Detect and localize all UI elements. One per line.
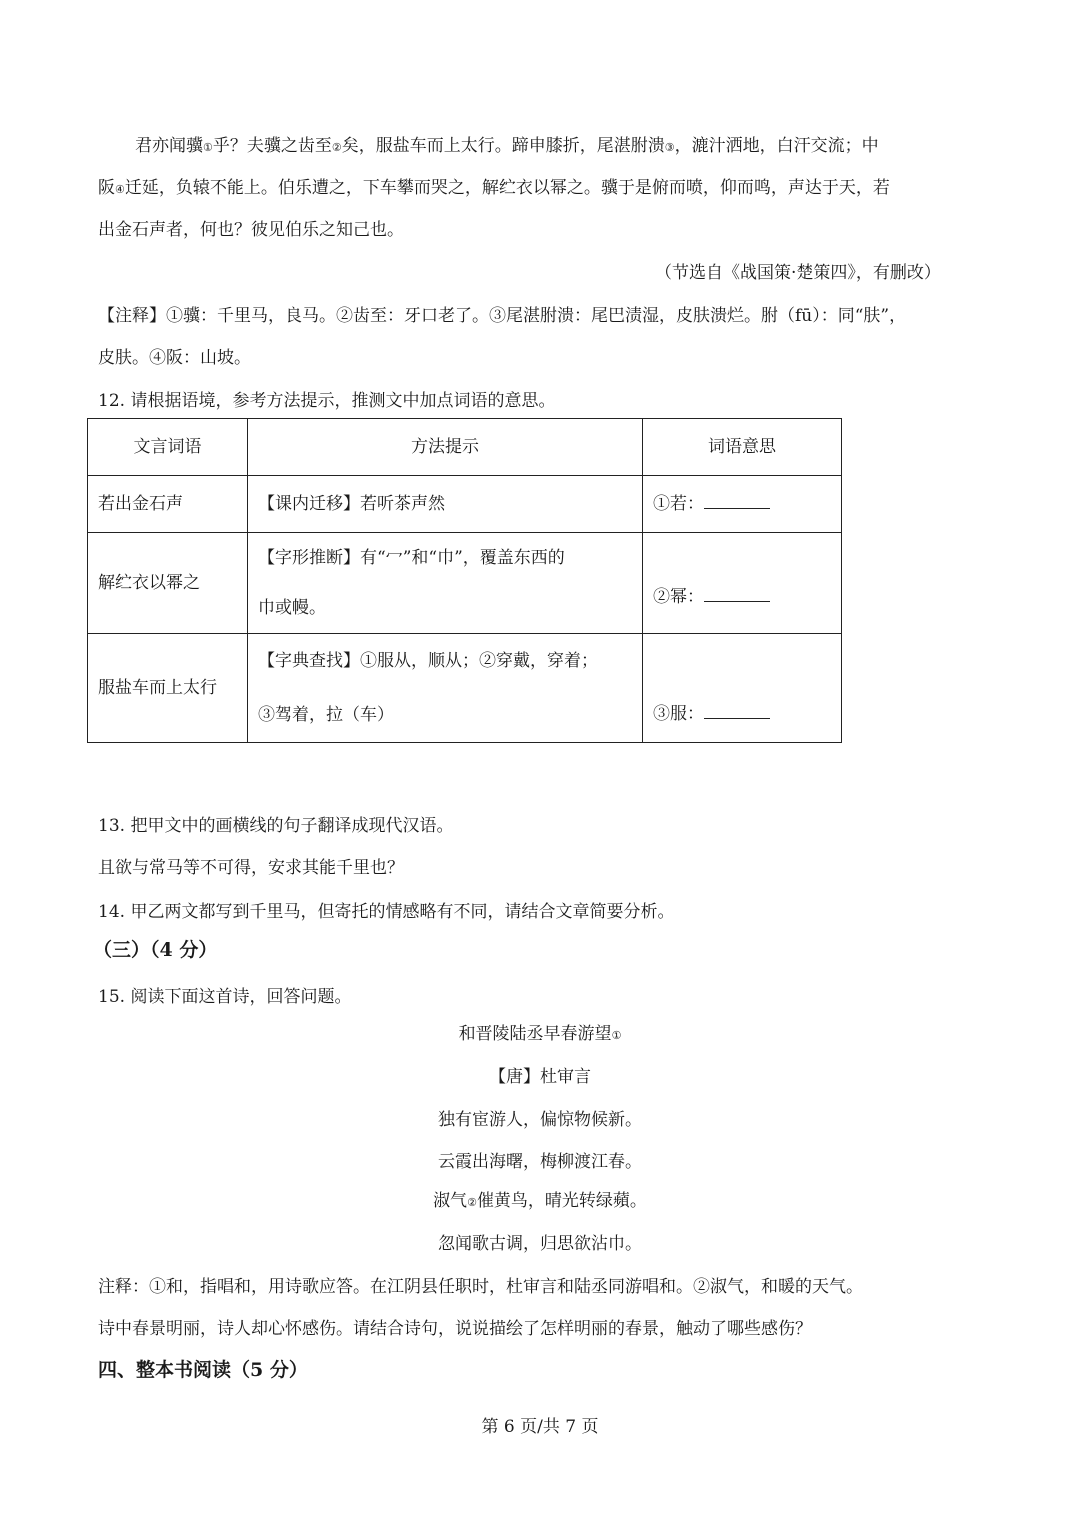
notes-line-1: 【注释】①骥：千里马，良马。②齿至：牙口老了。③尾湛胕溃：尾巴渍湿，皮肤溃烂。胕（fū）：同“肤”，	[98, 306, 907, 326]
poem-title: 和晋陵陆丞早春游望①	[458, 1024, 622, 1044]
table-header: 词语意思	[643, 419, 842, 476]
passage-line-2	[98, 173, 890, 198]
passage-source: （节选自《战国策·楚策四》，有删改）	[655, 263, 941, 283]
phrase-cell: 若 ·出金石声	[88, 476, 248, 533]
poem-line: 忽闻歌古调，归思欲沾巾。	[438, 1234, 642, 1254]
page-footer: 第 6 页/共 7 页	[481, 1417, 599, 1437]
passage-text: 阪	[98, 178, 115, 198]
answer-cell: ③服：	[643, 634, 842, 743]
passage-text: 迁延，负辕不能上。伯乐遭之，下车攀而哭之，解纻衣以幂之。骥于是俯而喷，仰而鸣，声达于天，若	[124, 178, 890, 198]
answer-blank[interactable]	[704, 586, 770, 602]
table-header-row	[88, 419, 842, 476]
section-four-heading: 四、整本书阅读（5 分）	[98, 1359, 308, 1381]
hint-cell: 【课内迁移】若 ·听茶声然	[248, 476, 643, 533]
poem-author: 【唐】杜审言	[489, 1067, 591, 1087]
passage-text: 君亦闻骥	[135, 136, 203, 156]
answer-blank[interactable]	[704, 703, 770, 719]
table-row	[88, 634, 842, 743]
footnote-marker: ②	[467, 1196, 477, 1209]
question-12-prompt: 12. 请根据语境，参考方法提示，推测文中加点词语的意思。	[98, 391, 556, 411]
dotted-word: 若 ·	[360, 476, 377, 532]
section-three-heading: （三）（4 分）	[93, 939, 218, 961]
poem-note: 注释：①和，指唱和，用诗歌应答。在江阴县任职时，杜审言和陆丞同游唱和。②淑气，和暖的天气。	[98, 1277, 863, 1297]
footnote-marker: ④	[115, 183, 125, 196]
passage-text: 乎？夫骥之齿至	[212, 136, 332, 156]
question-15-prompt: 15. 阅读下面这首诗，回答问题。	[98, 987, 352, 1007]
vocab-table	[87, 418, 842, 743]
passage-text: ，漉汁洒地，白汗交流；中	[674, 136, 879, 156]
passage-text: 矣，服盐车而上太行。蹄申膝折，尾湛胕溃	[341, 136, 665, 156]
footnote-marker: ①	[611, 1029, 622, 1042]
table-row	[88, 476, 842, 533]
notes-line-2: 皮肤。④阪：山坡。	[98, 348, 251, 368]
poem-line: 独有宦游人，偏惊物候新。	[438, 1110, 642, 1130]
question-14-prompt: 14. 甲乙两文都写到千里马，但寄托的情感略有不同，请结合文章简要分析。	[98, 902, 675, 922]
question-15-question: 诗中春景明丽，诗人却心怀感伤。请结合诗句，说说描绘了怎样明丽的春景，触动了哪些感伤？	[98, 1319, 812, 1339]
dotted-word: 幂 ·	[166, 555, 183, 611]
footnote-marker: ①	[203, 141, 213, 154]
dotted-word: 若 ·	[98, 476, 115, 532]
question-13-sentence: 且欲与常马等不可得，安求其能千里也？	[98, 858, 404, 878]
answer-cell: ②幂：	[643, 533, 842, 634]
table-header: 方法提示	[248, 419, 643, 476]
poem-line: 云霞出海曙，梅柳渡江春。	[438, 1152, 642, 1172]
phrase-cell: 解纻衣以幂 ·之	[88, 533, 248, 634]
poem-line: 淑气②催黄鸟，晴光转绿蘋。	[433, 1191, 647, 1211]
passage-line-3: 出金石声者，何也？彼见伯乐之知己也。	[98, 220, 404, 240]
hint-cell: 【字典查找】①服从，顺从；②穿戴，穿着； ③驾着，拉（车）	[248, 634, 643, 743]
dotted-word: 服 ·	[98, 660, 115, 716]
table-header: 文言词语	[88, 419, 248, 476]
hint-cell: 【字形推断】有“冖”和“巾”，覆盖东西的 巾或幔。	[248, 533, 643, 634]
phrase-cell: 服 ·盐车而上太行	[88, 634, 248, 743]
table-row	[88, 533, 842, 634]
question-13-prompt: 13. 把甲文中的画横线的句子翻译成现代汉语。	[98, 816, 454, 836]
footnote-marker: ③	[664, 141, 675, 154]
answer-cell: ①若：	[643, 476, 842, 533]
answer-blank[interactable]	[704, 493, 770, 509]
passage-line-1	[135, 131, 879, 156]
footnote-marker: ②	[331, 141, 342, 154]
